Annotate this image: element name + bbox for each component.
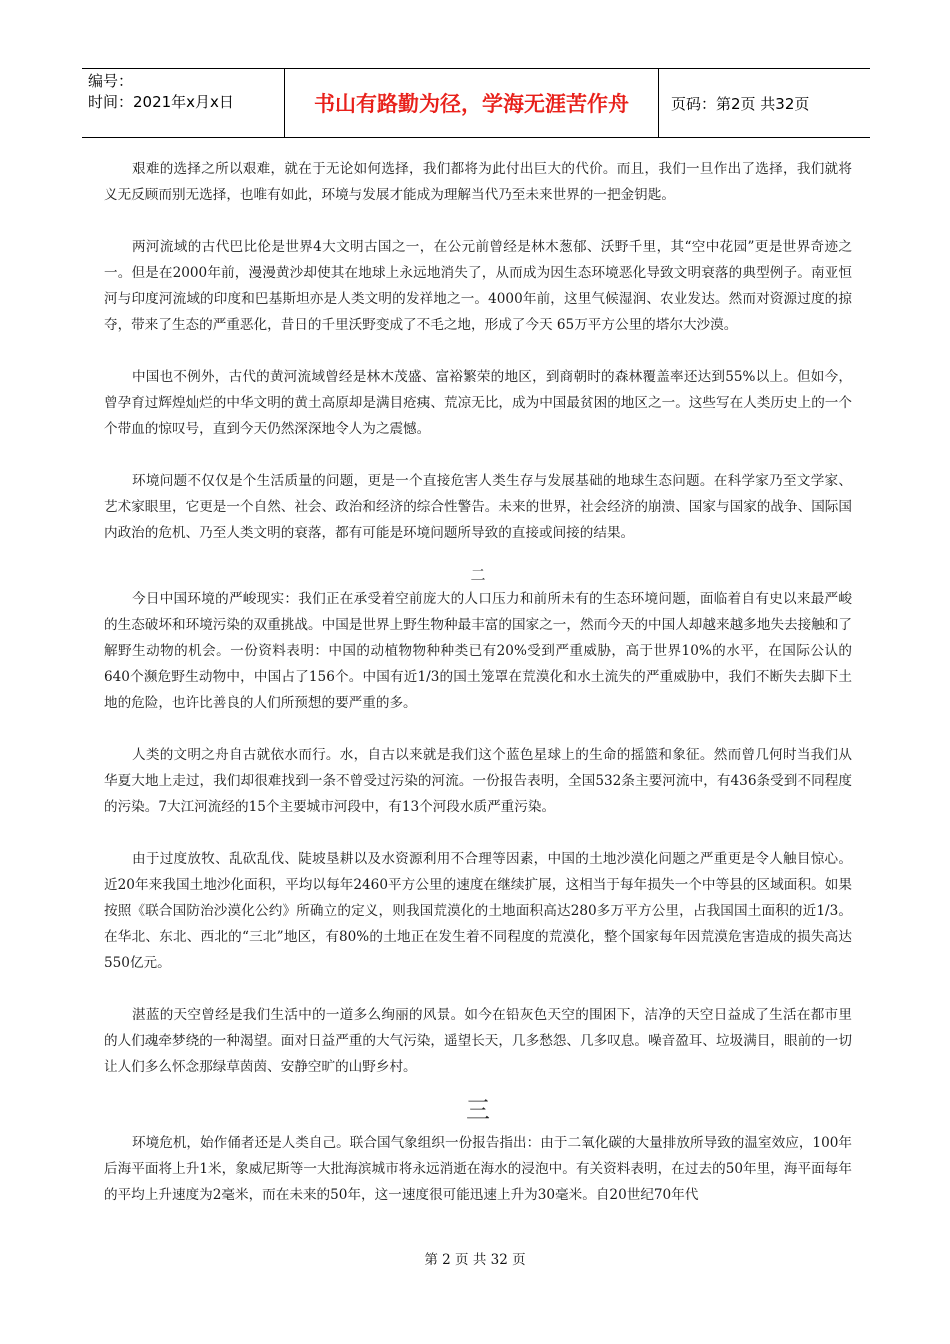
paragraph: 由于过度放牧、乱砍乱伐、陡坡垦耕以及水资源利用不合理等因素，中国的土地沙漠化问题之严重更是令人触目惊心。近20年来我国土地沙化面积，平均以每年2460平方公里的速度在继续扩展，这相当于每年损失一个中等县的区域面积。如果按照《联合国防治沙漠化公约》所确立的定义，则我国荒漠化的土地面积高达280多万平方公里，占我国国土面积的近1/3。在华北、东北、西北的“三北”地区，有80%的土地正在发生着不同程度的荒漠化，整个国家每年因荒漠危害造成的损失高达550亿元。 [104,851,852,971]
document-date: 时间：2021年x月x日 [88,93,234,111]
paragraph: 艰难的选择之所以艰难，就在于无论如何选择，我们都将为此付出巨大的代价。而且，我们一旦作出了选择，我们就将义无反顾而别无选择，也唯有如此，环境与发展才能成为理解当代乃至未来世界的一把金钥匙。 [104,161,852,203]
page-footer: 第 2 页 共 32 页 [424,1252,526,1268]
document-body [104,156,852,1234]
section-heading-2: 二 [470,566,486,584]
paragraph: 今日中国环境的严峻现实：我们正在承受着空前庞大的人口压力和前所未有的生态环境问题，面临着自有史以来最严峻的生态破坏和环境污染的双重挑战。中国是世界上野生物种最丰富的国家之一，然而今天的中国人却越来越多地失去接触和了解野生动物的机会。一份资料表明：中国的动植物物种种类已有20%受到严重威胁，高于世界10%的水平，在国际公认的640个濒危野生动物中，中国占了156个。中国有近1/3的国土笼罩在荒漠化和水土流失的严重威胁中，我们不断失去脚下土地的危险，也许比善良的人们所预想的要严重的多。 [104,591,852,711]
header-motto: 书山有路勤为径，学海无涯苦作舟 [285,69,659,137]
paragraph: 人类的文明之舟自古就依水而行。水，自古以来就是我们这个蓝色星球上的生命的摇篮和象征。然而曾几何时当我们从华夏大地上走过，我们却很难找到一条不曾受过污染的河流。一份报告表明，全国532条主要河流中，有436条受到不同程度的污染。7大江河流经的15个主要城市河段中，有13个河段水质严重污染。 [104,747,852,815]
paragraph: 环境危机，始作俑者还是人类自己。联合国气象组织一份报告指出：由于二氧化碳的大量排放所导致的温室效应，100年后海平面将上升1米，象威尼斯等一大批海滨城市将永远消逝在海水的浸泡中。有关资料表明，在过去的50年里，海平面每年的平均上升速度为2毫米，而在未来的50年，这一速度很可能迅速上升为30毫米。自20世纪70年代 [104,1135,852,1203]
page-header [82,68,870,138]
paragraph: 两河流域的古代巴比伦是世界4大文明古国之一，在公元前曾经是林木葱郁、沃野千里，其“空中花园”更是世界奇迹之一。但是在2000年前，漫漫黄沙却使其在地球上永远地消失了，从而成为因生态环境恶化导致文明衰落的典型例子。南亚恒河与印度河流域的印度和巴基斯坦亦是人类文明的发祥地之一。4000年前，这里气候湿润、农业发达。然而对资源过度的掠夺，带来了生态的严重恶化，昔日的千里沃野变成了不毛之地，形成了今天 65万平方公里的塔尔大沙漠。 [104,239,852,333]
header-meta [82,69,285,137]
paragraph: 中国也不例外，古代的黄河流域曾经是林木茂盛、富裕繁荣的地区，到商朝时的森林覆盖率还达到55%以上。但如今，曾孕育过辉煌灿烂的中华文明的黄土高原却是满目疮痍、荒凉无比，成为中国最贫困的地区之一。这些写在人类历史上的一个个带血的惊叹号，直到今天仍然深深地令人为之震憾。 [104,369,852,437]
section-heading-3: 三 [466,1096,490,1124]
paragraph: 环境问题不仅仅是个生活质量的问题，更是一个直接危害人类生存与发展基础的地球生态问题。在科学家乃至文学家、艺术家眼里，它更是一个自然、社会、政治和经济的综合性警告。未来的世界，社会经济的崩溃、国家与国家的战争、国际国内政治的危机、乃至人类文明的衰落，都有可能是环境问题所导致的直接或间接的结果。 [104,473,852,541]
document-number-label: 编号： [88,72,134,90]
paragraph: 湛蓝的天空曾经是我们生活中的一道多么绚丽的风景。如今在铅灰色天空的围困下，洁净的天空日益成了生活在都市里的人们魂牵梦绕的一种渴望。面对日益严重的大气污染，遥望长天，几多愁怨、几多叹息。噪音盈耳、垃圾满目，眼前的一切让人们多么怀念那绿草茵茵、安静空旷的山野乡村。 [104,1007,852,1075]
header-page-info: 页码：第2页 共32页 [671,94,810,113]
